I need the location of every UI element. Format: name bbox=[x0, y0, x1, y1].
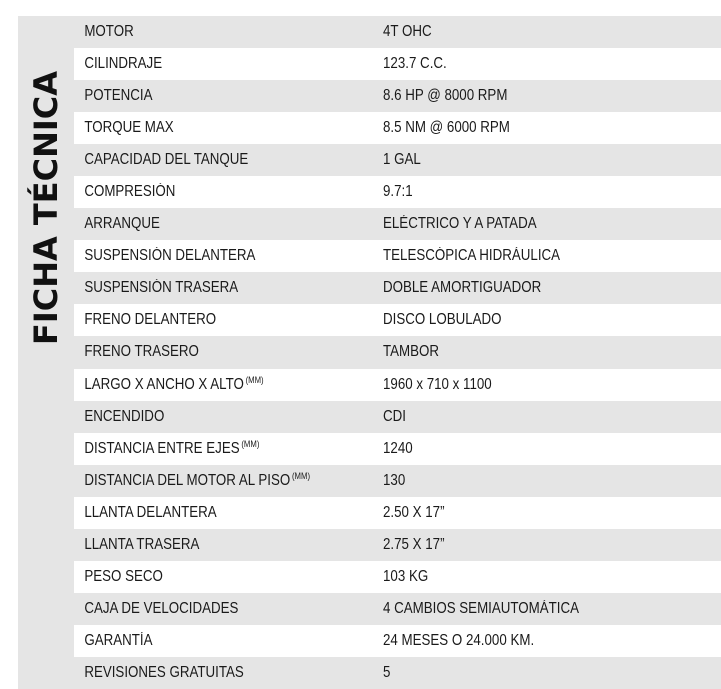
spec-row bbox=[74, 304, 721, 336]
spec-row bbox=[74, 497, 721, 529]
spec-value: 2.50 X 17” bbox=[383, 503, 445, 521]
spec-row bbox=[74, 561, 721, 593]
spec-row bbox=[74, 433, 721, 465]
spec-row bbox=[74, 48, 721, 80]
spec-value: ELÉCTRICO Y A PATADA bbox=[383, 215, 537, 233]
spec-label bbox=[74, 568, 340, 586]
spec-label-text: PESO SECO bbox=[84, 567, 163, 585]
spec-label bbox=[74, 23, 340, 41]
spec-unit: (MM) bbox=[245, 374, 264, 385]
spec-row bbox=[74, 529, 721, 561]
spec-value: DOBLE AMORTIGUADOR bbox=[383, 279, 542, 297]
spec-value: 1960 x 710 x 1100 bbox=[383, 375, 492, 393]
spec-label bbox=[74, 87, 340, 105]
spec-label bbox=[74, 183, 340, 201]
spec-label-text: COMPRESIÓN bbox=[84, 183, 176, 201]
spec-label-text: DISTANCIA DEL MOTOR AL PISO bbox=[84, 472, 291, 490]
spec-row bbox=[74, 112, 721, 144]
spec-label-text: REVISIONES GRATUITAS bbox=[84, 663, 244, 681]
spec-label bbox=[74, 471, 340, 490]
side-title: FICHA TÉCNICA bbox=[27, 70, 65, 346]
spec-row bbox=[74, 465, 721, 497]
spec-label-text: SUSPENSIÓN DELANTERA bbox=[84, 247, 256, 265]
spec-value: 8.5 NM @ 6000 RPM bbox=[383, 119, 510, 137]
spec-row bbox=[74, 240, 721, 272]
spec-label-text: ARRANQUE bbox=[84, 215, 160, 233]
spec-value: 4 CAMBIOS SEMIAUTOMÁTICA bbox=[383, 599, 580, 617]
spec-label bbox=[74, 664, 340, 682]
spec-value: 1240 bbox=[383, 439, 413, 457]
spec-label-text: LLANTA DELANTERA bbox=[84, 503, 217, 521]
spec-value: 130 bbox=[383, 471, 406, 489]
spec-label bbox=[74, 119, 340, 137]
spec-row bbox=[74, 16, 721, 48]
spec-row bbox=[74, 401, 721, 433]
spec-label-text: GARANTÍA bbox=[84, 631, 153, 649]
spec-label-text: CAPACIDAD DEL TANQUE bbox=[84, 151, 249, 169]
spec-value: 8.6 HP @ 8000 RPM bbox=[383, 87, 508, 105]
spec-row bbox=[74, 625, 721, 657]
spec-label bbox=[74, 343, 340, 361]
spec-label-text: FRENO DELANTERO bbox=[84, 311, 217, 329]
spec-label bbox=[74, 408, 340, 426]
side-title-band bbox=[18, 16, 74, 689]
spec-label bbox=[74, 504, 340, 522]
spec-value: TAMBOR bbox=[383, 343, 440, 361]
spec-row bbox=[74, 176, 721, 208]
spec-label bbox=[74, 151, 340, 169]
spec-unit: (MM) bbox=[291, 471, 311, 482]
spec-value: 4T OHC bbox=[383, 23, 432, 41]
spec-label-text: POTENCIA bbox=[84, 87, 153, 105]
spec-label bbox=[74, 311, 340, 329]
spec-label-text: LARGO X ANCHO X ALTO bbox=[84, 376, 244, 394]
spec-label-text: DISTANCIA ENTRE EJES bbox=[84, 440, 240, 458]
spec-row bbox=[74, 657, 721, 689]
spec-value: 2.75 X 17” bbox=[383, 535, 445, 553]
spec-label-text: MOTOR bbox=[84, 23, 134, 41]
spec-label bbox=[74, 215, 340, 233]
spec-label-text: ENCENDIDO bbox=[84, 407, 165, 425]
spec-label-text: CILINDRAJE bbox=[84, 55, 163, 73]
spec-value: 1 GAL bbox=[383, 151, 421, 169]
spec-label bbox=[74, 55, 340, 73]
spec-label-text: FRENO TRASERO bbox=[84, 343, 199, 361]
spec-row bbox=[74, 336, 721, 368]
spec-unit: (MM) bbox=[241, 439, 260, 450]
spec-label bbox=[74, 600, 340, 618]
spec-value: TELESCÓPICA HIDRÁULICA bbox=[383, 247, 561, 265]
spec-row bbox=[74, 272, 721, 304]
spec-value: 9.7:1 bbox=[383, 183, 413, 201]
spec-label-text: TORQUE MAX bbox=[84, 119, 174, 137]
spec-label-text: CAJA DE VELOCIDADES bbox=[84, 599, 239, 617]
spec-value: 24 MESES O 24.000 KM. bbox=[383, 631, 535, 649]
spec-label bbox=[74, 375, 340, 394]
spec-row bbox=[74, 80, 721, 112]
spec-value: 5 bbox=[383, 663, 391, 681]
spec-value: 103 KG bbox=[383, 567, 429, 585]
spec-value: 123.7 C.C. bbox=[383, 55, 447, 73]
spec-label bbox=[74, 632, 340, 650]
spec-table bbox=[74, 16, 721, 689]
spec-value: CDI bbox=[383, 407, 406, 425]
spec-row bbox=[74, 593, 721, 625]
spec-label bbox=[74, 439, 340, 458]
spec-label-text: LLANTA TRASERA bbox=[84, 535, 200, 553]
spec-label bbox=[74, 536, 340, 554]
spec-row bbox=[74, 208, 721, 240]
spec-label bbox=[74, 247, 340, 265]
spec-row bbox=[74, 144, 721, 176]
spec-row bbox=[74, 369, 721, 401]
spec-value: DISCO LOBULADO bbox=[383, 311, 502, 329]
spec-label bbox=[74, 279, 340, 297]
spec-label-text: SUSPENSIÓN TRASERA bbox=[84, 279, 239, 297]
